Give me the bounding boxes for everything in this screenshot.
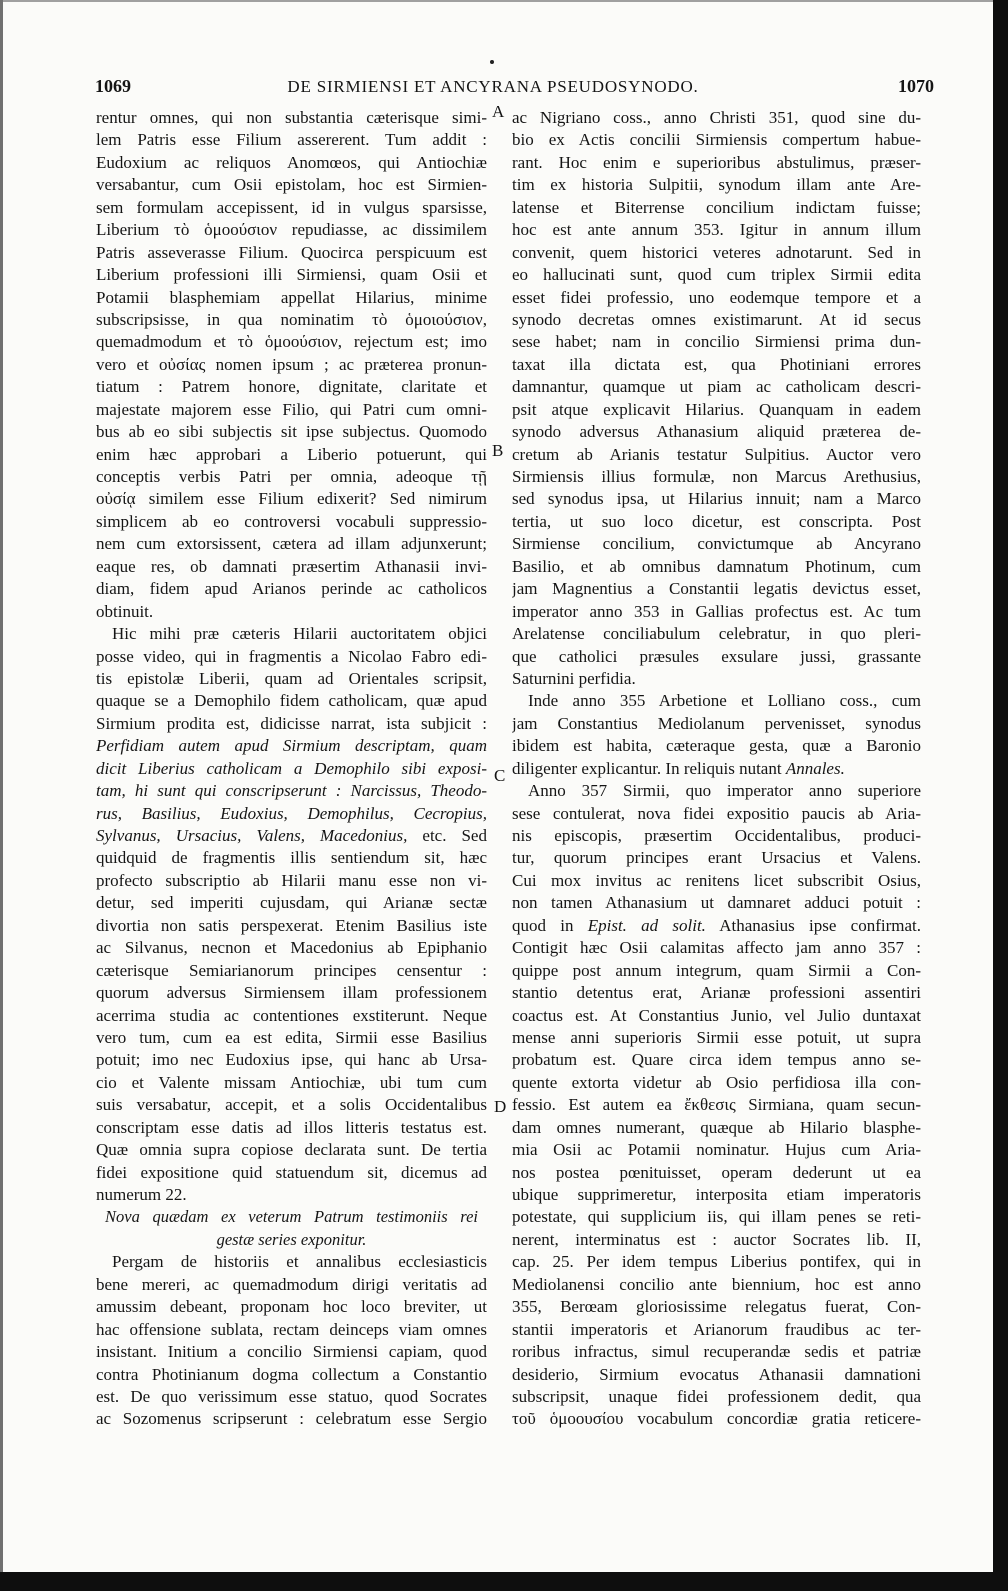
right-column-line — [512, 287, 921, 309]
text-run: acerrima studia ac contentiones exstiterunt. Neque — [96, 1005, 487, 1025]
left-column-line — [96, 1094, 487, 1116]
right-column-line — [512, 1341, 921, 1363]
left-column-line — [96, 399, 487, 421]
left-column-line — [96, 937, 487, 959]
text-run: Mediolanensi concilio ante biennium, hoc est anno — [512, 1274, 921, 1294]
right-column-line — [512, 488, 921, 510]
page-number-left: 1069 — [95, 76, 131, 96]
text-run: Contigit hæc Osii calamitas affecto jam anno 357 : — [512, 938, 921, 958]
text-run: Basilio, et ab omnibus damnatum Photinum, cum — [512, 556, 921, 576]
right-column-line — [512, 331, 921, 353]
text-run: synodo decretas omnes existimarunt. At id secus — [512, 309, 921, 329]
margin-letter-d: D — [494, 1097, 507, 1116]
right-text-column — [512, 107, 921, 1431]
text-run: versabantur, cum Osii epistolam, hoc est Sirmien- — [96, 175, 487, 195]
left-column-line — [96, 466, 487, 488]
right-column-line — [512, 1408, 921, 1430]
text-run: quod in — [512, 915, 588, 935]
scan-edge-right — [993, 0, 1008, 1591]
right-column-line — [512, 1364, 921, 1386]
text-run: tiatum : Patrem honore, dignitate, claritate et — [96, 377, 487, 397]
running-title: DE SIRMIENSI ET ANCYRANA PSEUDOSYNODO. — [287, 77, 699, 96]
right-column-line — [512, 668, 921, 690]
left-column-line — [96, 309, 487, 331]
text-run: bio ex Actis concilii Sirmiensis compertum habue- — [512, 130, 921, 150]
left-column-line — [96, 152, 487, 174]
text-run: Eudoxium ac reliquos Anomœos, qui Antiochiæ — [96, 152, 487, 172]
right-column-line — [512, 601, 921, 623]
left-column-line — [96, 780, 487, 802]
text-run: quidquid de fragmentis illis sentiendum sit, hæc — [96, 848, 487, 868]
text-run: quippe post annum integrum, quam Sirmii a Con- — [512, 960, 921, 980]
right-column-line — [512, 780, 921, 802]
section-heading-line — [96, 1229, 487, 1251]
text-run: mense anni superioris Sirmii esse potuit, ut supra — [512, 1027, 921, 1047]
left-column-line — [96, 803, 487, 825]
right-column-line — [512, 1184, 921, 1206]
left-column-line — [96, 623, 487, 645]
text-run: ac Silvanus, necnon et Macedonius ab Epiphanio — [96, 938, 487, 958]
right-column-line — [512, 1005, 921, 1027]
left-column-line — [96, 601, 487, 623]
left-column-line — [96, 1117, 487, 1139]
text-run: rant. Hoc enim e superioribus abstulimus, præser- — [512, 152, 921, 172]
text-run: rentur omnes, qui non substantia cæterisque simi- — [96, 108, 487, 127]
text-run: contra Photinianum dogma collectum a Constantio — [96, 1364, 487, 1384]
text-run: synodo adversus Athanasium aliquid præterea de- — [512, 422, 921, 442]
text-run: roribus infractus, simul recuperandæ sedis et patriæ — [512, 1342, 921, 1362]
right-column-line — [512, 1229, 921, 1251]
text-run: ubique supprimeretur, interposita etiam imperatoris — [512, 1185, 921, 1204]
text-run: imperator anno 353 in Gallias profectus est. Ac tum — [512, 601, 921, 621]
text-run: bus ab eo sibi subjectis sit ipse subjectus. Quomodo — [96, 422, 487, 442]
left-column-line — [96, 960, 487, 982]
right-column-line — [512, 825, 921, 847]
text-run: mia Osii ac Potamii nominatur. Hujus cum Aria- — [512, 1140, 921, 1160]
left-column-line — [96, 331, 487, 353]
text-run: vero tum, cum ea est edita, Sirmii esse Basilius — [96, 1027, 487, 1047]
text-run: hoc est ante annum 353. Igitur in annum illum — [512, 220, 921, 240]
text-run: quemadmodum et τὸ ὁμοούσιον, rejectum est; imo — [96, 332, 487, 352]
text-run: jam Constantius Mediolanum pervenisset, synodus — [512, 713, 921, 733]
left-column-line — [96, 1049, 487, 1071]
left-column-line — [96, 129, 487, 151]
text-run: sem formulam accepissent, id in vulgus sparsisse, — [96, 197, 487, 217]
text-run: Liberium τὸ ὁμοούσιον repudiasse, ac dissimilem — [96, 220, 487, 240]
text-run: jam Magnentius a Constantii legatis devictus esset, — [512, 579, 921, 599]
left-column-line — [96, 1319, 487, 1341]
margin-letter-c: C — [494, 766, 506, 785]
text-run: Sirmium prodita est, didicisse narrat, ista subjicit : — [96, 713, 487, 733]
italic-text-run: Annales. — [785, 758, 845, 778]
text-run: subscripsit, unaque fidei professionem dedit, qua — [512, 1386, 921, 1406]
text-run: Hic mihi præ cæteris Hilarii auctoritatem objici — [112, 624, 487, 644]
right-column-line — [512, 803, 921, 825]
text-run: ac Sozomenus scripserunt : celebratum esse Sergio — [96, 1409, 487, 1429]
text-run: insistant. Initium a concilio Sirmiensi capiam, quod — [96, 1342, 487, 1362]
left-column-line — [96, 376, 487, 398]
right-column-line — [512, 735, 921, 757]
left-column-line — [96, 1386, 487, 1408]
left-column-line — [96, 287, 487, 309]
text-run: simplicem ab eo controversi vocabuli suppressio- — [96, 511, 487, 531]
right-column-line — [512, 129, 921, 151]
text-run: nerent, interminatus est : auctor Socrates lib. II, — [512, 1229, 921, 1249]
text-run: gestæ series exponitur. — [216, 1229, 367, 1249]
text-run: detur, sed imperiti cujusdam, qui Arianæ sectæ — [96, 893, 487, 913]
right-column-line — [512, 578, 921, 600]
margin-letter-b: B — [492, 441, 504, 460]
text-run: dam omnes numerant, quæque ab Hilario blasphe- — [512, 1117, 921, 1137]
left-column-line — [96, 421, 487, 443]
text-run: enim hæc approbari a Liberio potuerunt, qui — [96, 444, 487, 464]
italic-text-run: Epist. ad solit. — [587, 915, 706, 935]
left-column-line — [96, 982, 487, 1004]
text-run: amussim debeant, proponam hoc loco breviter, ut — [96, 1297, 487, 1317]
text-run: Quæ omnia supra copiose declarata sunt. De tertia — [96, 1140, 487, 1160]
text-run: Liberium professioni illi Sirmiensi, quam Osii et — [96, 265, 487, 285]
right-column-line — [512, 1117, 921, 1139]
text-run: quente extorta videtur ab Osio perfidiosa illa con- — [512, 1072, 921, 1092]
left-column-line — [96, 1027, 487, 1049]
text-run: tur, quorum principes erant Ursacius et Valens. — [512, 848, 921, 868]
text-run: cap. 25. Per idem tempus Liberius pontifex, qui in — [512, 1252, 921, 1272]
page-number-right: 1070 — [898, 76, 934, 96]
right-column-line — [512, 533, 921, 555]
left-column-line — [96, 646, 487, 668]
text-run: numerum 22. — [96, 1185, 187, 1204]
scan-edge-left — [0, 0, 3, 1572]
text-run: nis episcopis, præsertim Occidentalibus, produci- — [512, 826, 921, 845]
text-run: fessio. Est autem ea ἔκθεσις Sirmiana, quam secun- — [512, 1095, 921, 1115]
right-column-line — [512, 892, 921, 914]
right-column-line — [512, 1386, 921, 1408]
right-column-line — [512, 1319, 921, 1341]
text-run: tis epistolæ Liberii, quam ad Orientales scripsit, — [96, 668, 487, 688]
right-column-line — [512, 197, 921, 219]
text-run: Inde anno 355 Arbetione et Lolliano coss., cum — [528, 691, 921, 711]
text-run: bene mereri, ac quemadmodum dirigi veritatis ad — [96, 1274, 487, 1294]
right-column-line — [512, 242, 921, 264]
right-column-line — [512, 847, 921, 869]
text-run: posse video, qui in fragmentis a Nicolao Fabro edi- — [96, 646, 487, 666]
text-run: nem cum extorsissent, cætera ad illam adjunxerunt; — [96, 534, 487, 554]
text-run: Pergam de historiis et annalibus ecclesiasticis — [112, 1252, 487, 1272]
left-column-line — [96, 1251, 487, 1273]
right-column-line — [512, 421, 921, 443]
text-run: cretum ab Arianis testatur Sulpitius. Auctor vero — [512, 444, 921, 464]
text-run: Saturnini perfidia. — [512, 668, 636, 688]
text-run: diligenter explicantur. In reliquis nutant — [512, 758, 786, 778]
right-column-line — [512, 960, 921, 982]
text-run: etc. Sed — [407, 826, 487, 845]
left-column-line — [96, 1005, 487, 1027]
italic-text-run: rus, Basilius, Eudoxius, Demophilus, Cecropius, — [96, 803, 487, 823]
text-run: eo hallucinati sunt, quod cum triplex Sirmii edita — [512, 265, 921, 285]
text-run: Patris asseverasse Filium. Quocirca perspicuum est — [96, 242, 487, 262]
right-column-line — [512, 309, 921, 331]
text-run: profecto subscriptio ab Hilarii manu esse non vi- — [96, 870, 487, 890]
italic-text-run: Perfidiam autem apud Sirmium descriptam, quam — [96, 736, 487, 756]
left-text-column — [96, 107, 487, 1431]
right-column-line — [512, 1274, 921, 1296]
text-run: Sirmiense concilium, convictumque ab Ancyrano — [512, 534, 921, 554]
right-column-line — [512, 1162, 921, 1184]
right-column-line — [512, 1049, 921, 1071]
scan-edge-top — [0, 0, 993, 2]
left-column-line — [96, 488, 487, 510]
left-column-line — [96, 1296, 487, 1318]
right-column-line — [512, 937, 921, 959]
left-column-line — [96, 264, 487, 286]
left-column-line — [96, 1139, 487, 1161]
text-run: Anno 357 Sirmii, quo imperator anno superiore — [528, 781, 921, 801]
left-column-line — [96, 870, 487, 892]
left-column-line — [96, 197, 487, 219]
right-column-line — [512, 1206, 921, 1228]
text-run: potuit; imo nec Eudoxius ipse, qui hanc ab Ursa- — [96, 1050, 487, 1070]
left-column-line — [96, 758, 487, 780]
left-column-line — [96, 825, 487, 847]
text-run: damnantur, quamque ut piam ac catholicam descri- — [512, 377, 921, 397]
left-column-line — [96, 1408, 487, 1430]
text-run: non tamen Athanasium ut damnaret adduci potuit : — [512, 893, 921, 913]
margin-letter-a: A — [492, 102, 505, 121]
left-column-line — [96, 713, 487, 735]
text-run: divortia non satis perspexerat. Etenim Basilius iste — [96, 915, 487, 935]
right-column-line — [512, 870, 921, 892]
left-column-line — [96, 1274, 487, 1296]
right-column-line — [512, 1094, 921, 1116]
section-heading-line — [96, 1206, 487, 1228]
right-column-line — [512, 1072, 921, 1094]
left-column-line — [96, 915, 487, 937]
text-run: vero et οὐσίας nomen ipsum ; ac præterea pronun- — [96, 354, 487, 374]
left-column-line — [96, 1072, 487, 1094]
text-run: que catholici præsules exsulare jussi, grassante — [512, 646, 921, 666]
left-column-line — [96, 578, 487, 600]
scan-edge-bottom — [0, 1572, 1008, 1591]
text-run: 355, Berœam gloriosissime relegatus fuerat, Con- — [512, 1297, 921, 1317]
text-run: est. De quo verissimum esse statuo, quod Socrates — [96, 1386, 487, 1406]
text-run: esset fidei professio, uno eodemque tempore et a — [512, 287, 921, 307]
right-column-line — [512, 1027, 921, 1049]
text-run: hac offensione sublata, rectam deinceps viam omnes — [96, 1319, 487, 1339]
text-run: conscriptam esse datis ad illos litteris testatus est. — [96, 1117, 487, 1137]
text-run: suis versabatur, accepit, et a solis Occidentalibus — [96, 1095, 487, 1115]
left-column-line — [96, 1364, 487, 1386]
text-run: fidei expositione quid statuendum sit, dicemus ad — [96, 1162, 487, 1182]
left-column-line — [96, 892, 487, 914]
right-column-line — [512, 556, 921, 578]
right-column-line — [512, 646, 921, 668]
left-column-line — [96, 174, 487, 196]
text-run: Arelatense conciliabulum celebratur, in quo pleri- — [512, 624, 921, 644]
text-run: latense et Biterrense concilium indictam fuisse; — [512, 197, 921, 217]
text-run: Athanasius ipse confirmat. — [705, 915, 921, 935]
left-column-line — [96, 1341, 487, 1363]
left-column-line — [96, 1184, 487, 1206]
text-run: subscripsisse, in qua nominatim τὸ ὁμοιούσιον, — [96, 309, 487, 329]
text-run: quorum adversus Sirmiensem illam professionem — [96, 983, 487, 1003]
right-column-line — [512, 219, 921, 241]
right-column-line — [512, 399, 921, 421]
right-column-line — [512, 511, 921, 533]
text-run: Sirmiensis illius formulæ, non Marcus Arethusius, — [512, 467, 921, 486]
right-column-line — [512, 174, 921, 196]
text-run: probatum est. Quare circa idem tempus anno se- — [512, 1050, 921, 1070]
right-column-line — [512, 264, 921, 286]
scan-speck — [490, 60, 494, 64]
text-run: tim ex historia Sulpitii, synodum illam ante Are- — [512, 175, 921, 195]
text-run: nos postea pœnituisset, operam dederunt ut ea — [512, 1162, 921, 1182]
left-column-line — [96, 107, 487, 129]
right-column-line — [512, 758, 921, 780]
left-column-line — [96, 735, 487, 757]
left-column-line — [96, 444, 487, 466]
right-column-line — [512, 152, 921, 174]
text-run: lem Patris esse Filium assererent. Tum addit : — [96, 130, 487, 150]
text-run: ibidem est habita, cæteraque gesta, quæ a Baronio — [512, 736, 921, 756]
right-column-line — [512, 982, 921, 1004]
left-column-line — [96, 1162, 487, 1184]
left-column-line — [96, 511, 487, 533]
text-run: eaque res, ob damnati præsertim Athanasii invi- — [96, 556, 487, 576]
right-column-line — [512, 107, 921, 129]
text-run: psit atque explicavit Hilarius. Quanquam in eadem — [512, 399, 921, 419]
text-run: obtinuit. — [96, 601, 154, 621]
left-column-line — [96, 690, 487, 712]
left-column-line — [96, 556, 487, 578]
text-run: diam, fidem apud Arianos perinde ac catholicos — [96, 579, 487, 599]
text-run: convenit, quem historici veteres adnotarunt. Sed in — [512, 242, 921, 262]
text-run: potestate, qui supplicium iis, qui illam penes se reti- — [512, 1207, 921, 1227]
text-run: majestate majorem esse Filio, qui Patri cum omni- — [96, 399, 487, 419]
text-run: οὐσίᾳ similem esse Filium edixerit? Sed nimirum — [96, 489, 487, 509]
right-column-line — [512, 915, 921, 937]
text-run: conceptis verbis Patri per omnia, adeoque τῇ — [96, 467, 487, 486]
text-run: stantio detentus erat, Arianæ professioni assentiri — [512, 983, 921, 1003]
text-run: ac Nigriano coss., anno Christi 351, quod sine du- — [512, 108, 921, 127]
text-run: Cui mox invitus ac renitens licet subscribit Osius, — [512, 870, 921, 890]
italic-text-run: Sylvanus, Ursacius, Valens, Macedonius, — [96, 826, 408, 845]
left-column-line — [96, 533, 487, 555]
text-run: Nova quædam ex veterum Patrum testimoniis rei — [105, 1207, 478, 1227]
left-column-line — [96, 242, 487, 264]
text-run: cio et Valente missam Antiochiæ, ubi tum cum — [96, 1072, 487, 1092]
right-column-line — [512, 1251, 921, 1273]
italic-text-run: dicit Liberius catholicam a Demophilo sibi exposi- — [96, 758, 487, 778]
right-column-line — [512, 444, 921, 466]
text-run: desiderio, Sirmium evocatus Athanasii damnationi — [512, 1364, 921, 1384]
text-run: sese contulerat, nova fidei expositio paucis ab Aria- — [512, 803, 921, 823]
text-run: τοῦ ὁμοουσίου vocabulum concordiæ gratia reticere- — [512, 1409, 921, 1429]
left-column-line — [96, 354, 487, 376]
text-run: sed synodus ipsa, ut Hilarius innuit; nam a Marco — [512, 489, 921, 509]
text-run: taxat illa dictata est, qua Photiniani errores — [512, 354, 921, 374]
text-run: sese habet; nam in concilio Sirmiensi prima dun- — [512, 332, 921, 352]
right-column-line — [512, 623, 921, 645]
text-run: tertia, ut suo loco dicetur, est conscripta. Post — [512, 511, 921, 531]
text-run: coactus est. At Constantius Junio, vel Julio duntaxat — [512, 1005, 921, 1025]
right-column-line — [512, 466, 921, 488]
left-column-line — [96, 668, 487, 690]
left-column-line — [96, 219, 487, 241]
right-column-line — [512, 1296, 921, 1318]
right-column-line — [512, 690, 921, 712]
left-column-line — [96, 847, 487, 869]
right-column-line — [512, 354, 921, 376]
text-run: stantii imperatoris et Arianorum fraudibus ac ter- — [512, 1319, 921, 1339]
right-column-line — [512, 713, 921, 735]
text-run: Potamii blasphemiam appellat Hilarius, minime — [96, 287, 487, 307]
right-column-line — [512, 376, 921, 398]
italic-text-run: tam, hi sunt qui conscripserunt : Narcissus, Theodo- — [96, 781, 487, 801]
text-run: quaque se a Demophilo fidem catholicam, quæ apud — [96, 691, 487, 711]
text-run: cæterisque Semiarianorum principes censentur : — [96, 960, 487, 980]
right-column-line — [512, 1139, 921, 1161]
